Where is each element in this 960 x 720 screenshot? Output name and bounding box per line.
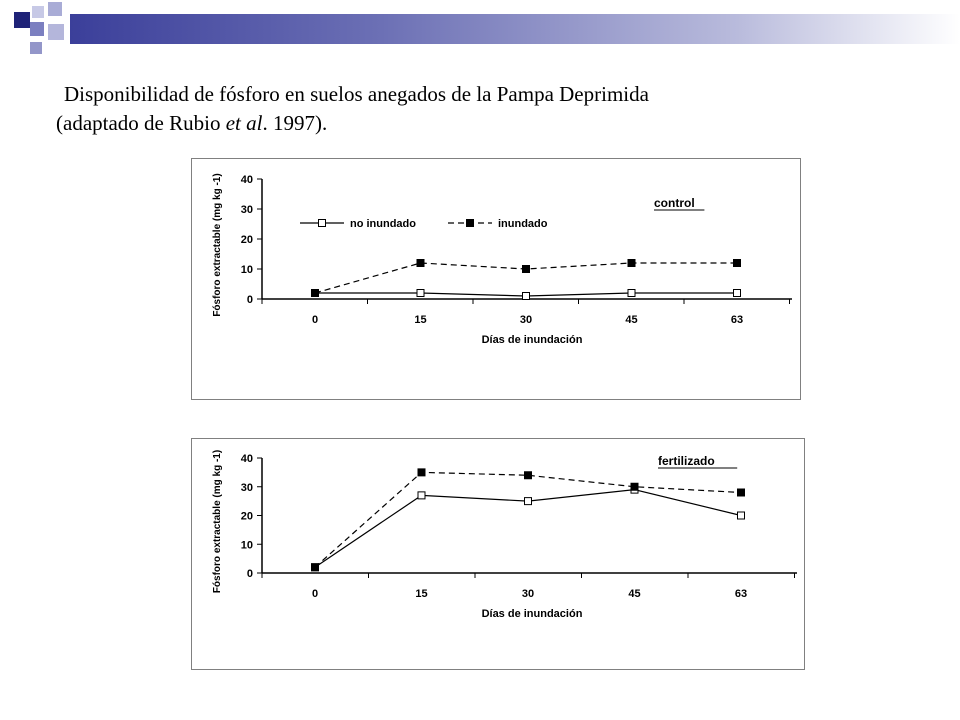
data-point-inundado [312, 290, 319, 297]
x-tick-label: 45 [625, 314, 638, 326]
data-point-inundado [418, 469, 425, 476]
data-point-inundado [523, 266, 530, 273]
x-tick-label: 30 [521, 588, 535, 600]
x-tick-label: 63 [734, 588, 748, 600]
x-tick-label: 15 [415, 588, 428, 600]
deco-square-light [32, 6, 44, 18]
data-point-no-inundado [734, 290, 741, 297]
slide-title [56, 80, 916, 138]
data-point-no-inundado [418, 492, 425, 499]
y-tick-label: 30 [240, 204, 253, 216]
title-line-1: Disponibilidad de fósforo en suelos anegados de la Pampa Deprimida [64, 82, 649, 106]
deco-square-small [30, 42, 42, 54]
chart-label: fertilizado [658, 454, 715, 468]
x-axis-label: Días de inundación [481, 608, 583, 620]
y-tick-label: 40 [240, 174, 253, 186]
data-point-no-inundado [628, 290, 635, 297]
data-point-inundado [628, 260, 635, 267]
legend-label: inundado [498, 218, 548, 230]
y-axis-label: Fósforo extractable (mg kg -1) [212, 173, 223, 317]
data-point-no-inundado [738, 512, 745, 519]
x-tick-label: 0 [311, 314, 319, 326]
deco-square-mid [30, 22, 44, 36]
data-point-inundado [734, 260, 741, 267]
data-point-no-inundado [525, 498, 532, 505]
y-tick-label: 20 [240, 234, 253, 246]
chart-control-panel [191, 158, 801, 400]
y-tick-label: 10 [240, 539, 253, 552]
deco-square-dark [14, 12, 30, 28]
title-bar-gradient [70, 14, 960, 44]
deco-square-soft [48, 24, 64, 40]
series-line-inundado [315, 472, 741, 567]
deco-square-pale [48, 2, 62, 16]
x-tick-label: 45 [628, 588, 641, 600]
data-point-inundado [738, 489, 745, 496]
x-tick-label: 63 [730, 314, 744, 326]
data-point-no-inundado [417, 290, 424, 297]
x-tick-label: 30 [519, 314, 533, 326]
y-tick-label: 40 [240, 453, 253, 465]
chart-control [192, 159, 800, 399]
legend-label: no inundado [350, 218, 416, 230]
data-point-inundado [312, 564, 319, 571]
data-point-inundado [631, 483, 638, 490]
y-axis-label: Fósforo extractable (mg kg -1) [212, 449, 223, 594]
y-tick-label: 10 [240, 264, 253, 276]
y-tick-label: 0 [246, 294, 253, 306]
y-tick-label: 0 [246, 568, 253, 580]
y-tick-label: 30 [240, 481, 253, 494]
legend-marker [467, 220, 474, 227]
x-tick-label: 15 [414, 314, 427, 326]
chart-fertilizado-panel [191, 438, 805, 670]
data-point-inundado [525, 472, 532, 479]
chart-label: control [654, 196, 695, 210]
data-point-no-inundado [523, 293, 530, 300]
data-point-inundado [417, 260, 424, 267]
legend-marker [319, 220, 326, 227]
x-axis-label: Días de inundación [481, 334, 583, 346]
title-line-2: (adaptado de Rubio et al. 1997). [56, 111, 328, 135]
chart-fertilizado [192, 439, 804, 669]
y-tick-label: 20 [240, 510, 253, 523]
x-tick-label: 0 [311, 588, 319, 600]
